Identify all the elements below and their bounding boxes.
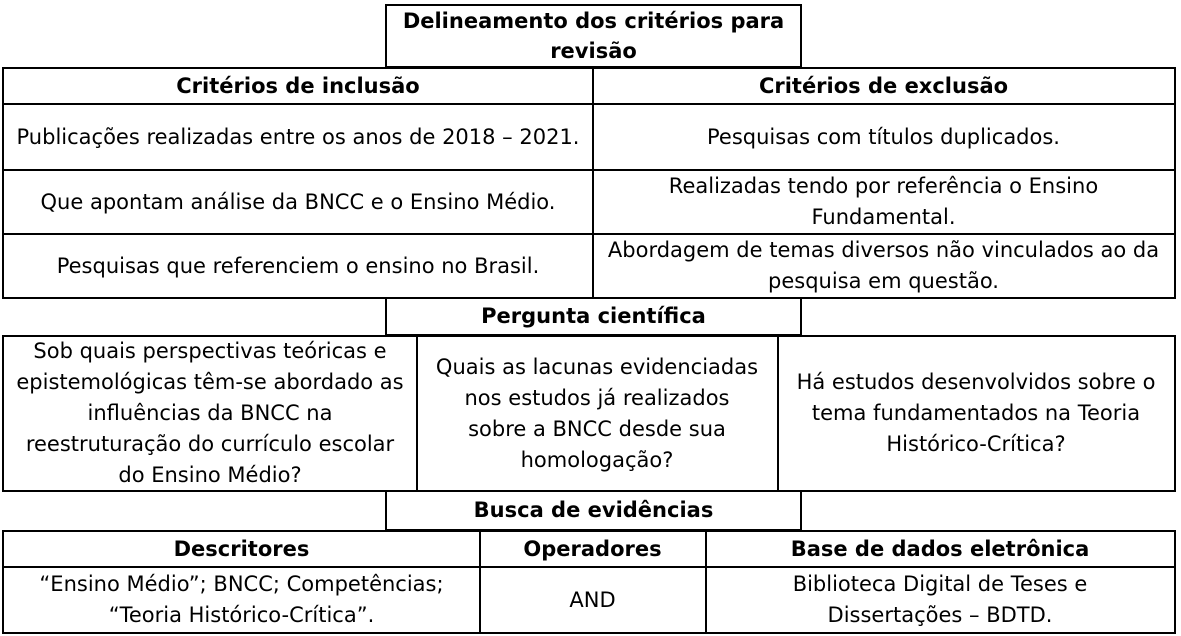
inclusao-cell-1 [2,105,594,171]
exclusao-cell-3 [593,235,1176,299]
delineamento-title [385,4,802,68]
pergunta-cell-1 [2,335,418,492]
inclusao-text-3: Pesquisas que referenciem o ensino no Brasil. [56,253,540,278]
operadores-cell [480,568,707,634]
operadores-text: AND [569,587,616,612]
exclusao-cell-2 [593,171,1176,235]
pergunta-cell-3 [778,335,1176,492]
base-header-text: Base de dados eletrônica [790,536,1090,561]
descritores-cell [2,568,481,634]
descritores-header [2,530,481,568]
busca-header-text: Busca de evidências [473,497,714,522]
exclusao-text-3: Abordagem de temas diversos não vinculados ao da pesquisa em questão. [607,238,1160,293]
pergunta-header [385,299,802,336]
exclusao-header [593,67,1176,105]
descritores-header-text: Descritores [173,536,310,561]
pergunta-cell-2 [417,335,779,492]
inclusao-cell-3 [2,235,594,299]
base-cell [706,568,1176,634]
pergunta-text-3: Há estudos desenvolvidos sobre o tema fundamentados na Teoria Histórico-Crítica? [796,370,1156,456]
exclusao-cell-1 [593,105,1176,171]
operadores-header-text: Operadores [523,536,662,561]
inclusao-text-2: Que apontam análise da BNCC e o Ensino Médio. [40,189,556,214]
inclusao-header-text: Critérios de inclusão [176,73,420,98]
descritores-text: “Ensino Médio”; BNCC; Competências; “Teoria Histórico-Crítica”. [39,572,444,627]
delineamento-title-text: Delineamento dos critérios para revisão [402,9,785,63]
exclusao-header-text: Critérios de exclusão [758,73,1009,98]
exclusao-text-1: Pesquisas com títulos duplicados. [707,124,1060,149]
base-header [706,530,1176,568]
base-text: Biblioteca Digital de Teses e Dissertações – BDTD. [792,572,1088,627]
busca-header [385,491,802,531]
exclusao-text-2: Realizadas tendo por referência o Ensino Fundamental. [668,174,1099,229]
inclusao-cell-2 [2,171,594,235]
pergunta-text-2: Quais as lacunas evidenciadas nos estudos já realizados sobre a BNCC desde sua homologação? [435,354,759,472]
operadores-header [480,530,707,568]
inclusao-header [2,67,594,105]
pergunta-text-1: Sob quais perspectivas teóricas e epistemológicas têm-se abordado as influências da BNCC na reestruturação do currículo escolar do Ensino Médio? [16,339,404,487]
pergunta-header-text: Pergunta científica [481,304,706,328]
inclusao-text-1: Publicações realizadas entre os anos de 2018 – 2021. [16,124,580,149]
